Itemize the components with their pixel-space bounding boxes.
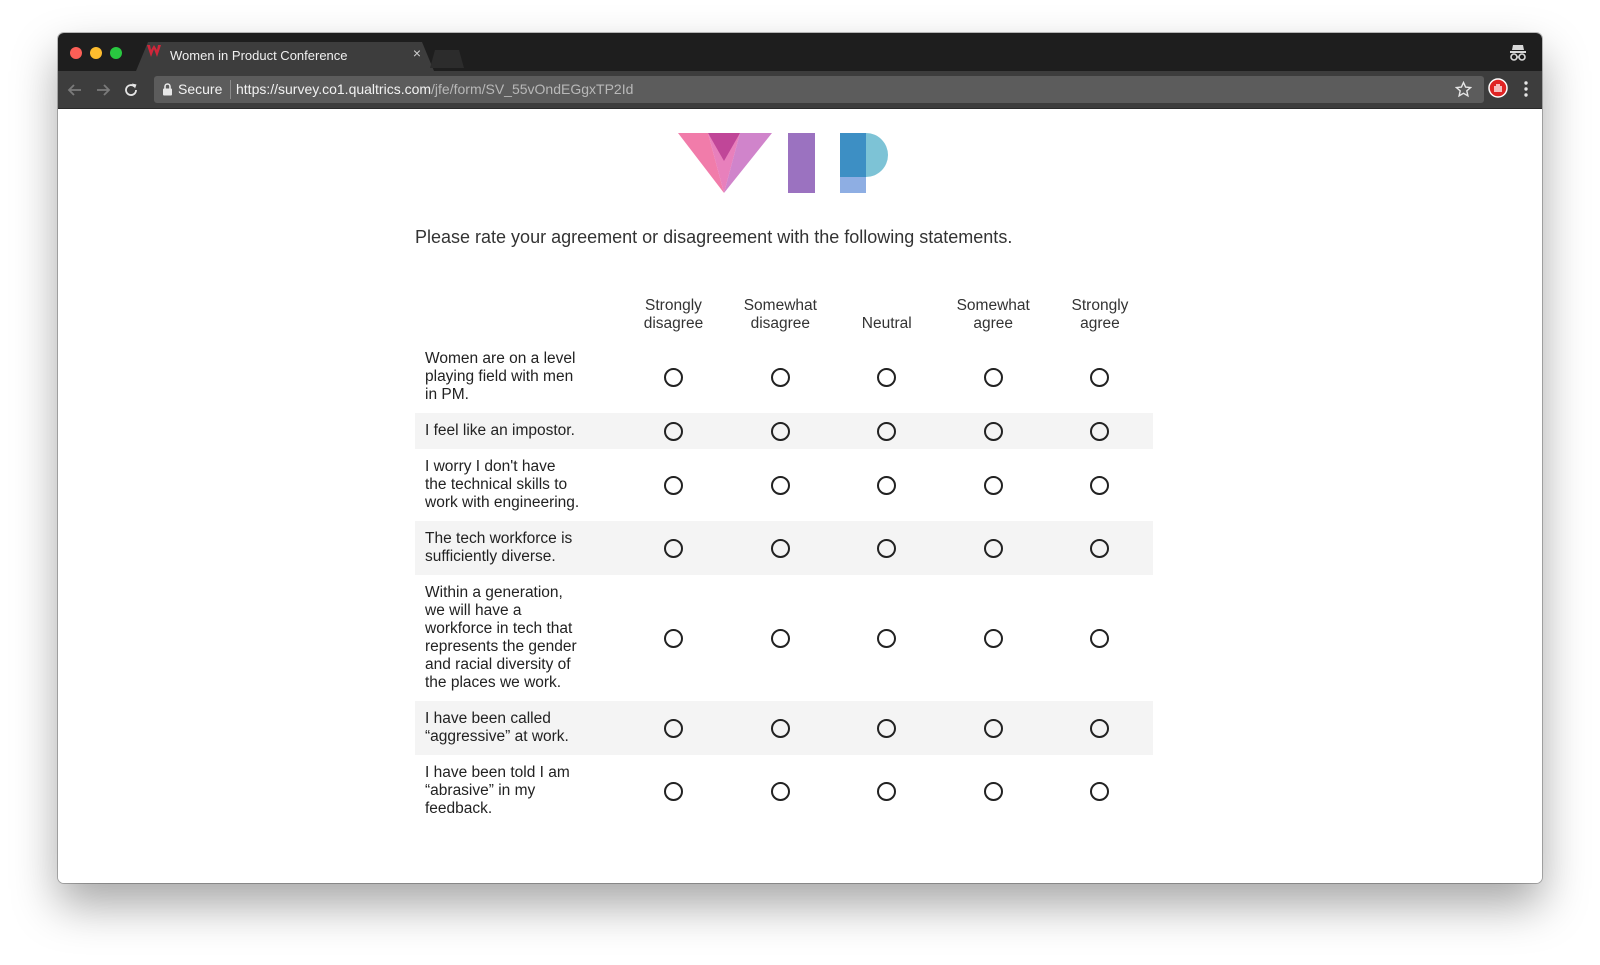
option-cell (834, 575, 939, 701)
radio-option[interactable] (664, 368, 683, 387)
likert-matrix (415, 277, 1153, 827)
statement-line: Within a generation, (425, 584, 563, 601)
radio-option[interactable] (984, 422, 1003, 441)
column-header-line: Strongly (1071, 297, 1129, 314)
browser-window (58, 33, 1542, 883)
statement-text (415, 575, 620, 701)
radio-option[interactable] (877, 476, 896, 495)
statement-line: in PM. (425, 386, 469, 403)
option-cell (727, 701, 834, 755)
option-cell (939, 575, 1046, 701)
statement-line: the places we work. (425, 674, 562, 691)
matrix-row (415, 701, 1153, 755)
bookmark-star-icon[interactable] (1455, 81, 1472, 98)
option-cell (939, 701, 1046, 755)
radio-option[interactable] (1090, 539, 1109, 558)
radio-option[interactable] (664, 539, 683, 558)
statement-line: The tech workforce is (425, 530, 573, 547)
option-cell (620, 521, 726, 575)
close-window-button[interactable] (70, 47, 82, 59)
maximize-window-button[interactable] (110, 47, 122, 59)
matrix-header-row (415, 277, 1153, 341)
option-cell (1047, 701, 1153, 755)
option-cell (834, 521, 939, 575)
column-header (834, 277, 939, 341)
option-cell (620, 413, 726, 449)
statement-line: I have been told I am (425, 764, 570, 781)
option-cell (727, 413, 834, 449)
option-cell (1047, 521, 1153, 575)
tab-strip (58, 33, 1542, 71)
column-header (620, 277, 726, 341)
column-header-line: Strongly (645, 297, 702, 314)
column-header (727, 277, 834, 341)
option-cell (727, 575, 834, 701)
statement-line: and racial diversity of (425, 656, 571, 673)
option-cell (620, 755, 726, 827)
statement-line: “abrasive” in my (425, 782, 536, 799)
option-cell (834, 413, 939, 449)
statement-line: represents the gender (425, 638, 577, 655)
url-text[interactable] (236, 81, 633, 97)
column-header-line: agree (1080, 315, 1120, 332)
statement-text (415, 521, 620, 575)
option-cell (727, 521, 834, 575)
lock-icon (162, 83, 173, 96)
matrix-row (415, 755, 1153, 827)
statement-text (415, 413, 620, 449)
statement-line: sufficiently diverse. (425, 548, 556, 565)
radio-option[interactable] (664, 476, 683, 495)
statement-text (415, 449, 620, 521)
address-bar[interactable] (154, 76, 1484, 103)
radio-option[interactable] (771, 422, 790, 441)
option-cell (727, 449, 834, 521)
radio-option[interactable] (984, 368, 1003, 387)
option-cell (620, 701, 726, 755)
option-cell (939, 521, 1046, 575)
option-cell (620, 575, 726, 701)
statement-text (415, 341, 620, 413)
radio-option[interactable] (771, 719, 790, 738)
option-cell (834, 701, 939, 755)
kebab-menu-icon[interactable] (1524, 80, 1528, 98)
column-header (1047, 277, 1153, 341)
radio-option[interactable] (1090, 782, 1109, 801)
radio-option[interactable] (877, 368, 896, 387)
radio-option[interactable] (1090, 422, 1109, 441)
option-cell (939, 449, 1046, 521)
statement-line: feedback. (425, 800, 493, 817)
option-cell (834, 755, 939, 827)
radio-option[interactable] (877, 539, 896, 558)
option-cell (1047, 449, 1153, 521)
adblock-icon[interactable] (1488, 78, 1508, 98)
option-cell (939, 755, 1046, 827)
survey-page (58, 109, 1542, 883)
statement-line: work with engineering. (425, 494, 580, 511)
minimize-window-button[interactable] (90, 47, 102, 59)
radio-option[interactable] (664, 719, 683, 738)
matrix-row (415, 521, 1153, 575)
column-header (939, 277, 1046, 341)
option-cell (727, 341, 834, 413)
option-cell (939, 341, 1046, 413)
statement-line: we will have a (425, 602, 522, 619)
option-cell (939, 413, 1046, 449)
statement-line: I worry I don't have (425, 458, 556, 475)
browser-toolbar (58, 71, 1542, 109)
radio-option[interactable] (1090, 719, 1109, 738)
option-cell (1047, 341, 1153, 413)
radio-option[interactable] (984, 719, 1003, 738)
radio-option[interactable] (664, 629, 683, 648)
url-path: /jfe/form/SV_55vOndEGgxTP2Id (431, 81, 634, 97)
statement-line: I feel like an impostor. (425, 422, 575, 439)
matrix-row (415, 575, 1153, 701)
matrix-body (415, 341, 1153, 827)
column-header-line: agree (973, 315, 1014, 332)
column-header-line: disagree (750, 315, 811, 332)
incognito-icon (1508, 43, 1528, 61)
reload-icon[interactable] (120, 79, 142, 101)
option-cell (620, 449, 726, 521)
radio-option[interactable] (1090, 476, 1109, 495)
radio-option[interactable] (877, 782, 896, 801)
matrix-row (415, 341, 1153, 413)
statement-line: workforce in tech that (425, 620, 573, 637)
column-header-line: Somewhat (956, 297, 1030, 314)
radio-option[interactable] (771, 629, 790, 648)
favicon-icon (146, 43, 162, 59)
radio-option[interactable] (984, 782, 1003, 801)
url-host: https://survey.co1.qualtrics.com (236, 81, 432, 97)
statement-line: Women are on a level (425, 350, 576, 367)
option-cell (727, 755, 834, 827)
radio-option[interactable] (877, 629, 896, 648)
new-tab-button[interactable] (430, 50, 464, 68)
radio-option[interactable] (771, 539, 790, 558)
radio-option[interactable] (984, 476, 1003, 495)
radio-option[interactable] (664, 422, 683, 441)
radio-option[interactable] (984, 539, 1003, 558)
option-cell (1047, 755, 1153, 827)
statement-text (415, 701, 620, 755)
radio-option[interactable] (877, 422, 896, 441)
statement-line: the technical skills to (425, 476, 568, 493)
radio-option[interactable] (877, 719, 896, 738)
radio-option[interactable] (771, 782, 790, 801)
radio-option[interactable] (1090, 368, 1109, 387)
column-header-line: Neutral (861, 315, 912, 332)
statement-text (415, 755, 620, 827)
radio-option[interactable] (771, 368, 790, 387)
tab-title: Women in Product Conference (170, 48, 348, 63)
wip-logo (678, 131, 892, 197)
column-header-line: Somewhat (743, 297, 817, 314)
option-cell (1047, 413, 1153, 449)
tab-close-icon[interactable]: × (412, 45, 422, 61)
url-separator (230, 80, 231, 99)
secure-label: Secure (178, 81, 223, 97)
column-header-line: disagree (643, 315, 704, 332)
option-cell (834, 341, 939, 413)
radio-option[interactable] (1090, 629, 1109, 648)
back-arrow-icon[interactable] (64, 79, 86, 101)
statement-header (415, 277, 620, 341)
forward-arrow-icon[interactable] (92, 79, 114, 101)
statement-line: playing field with men (425, 368, 574, 385)
option-cell (620, 341, 726, 413)
statement-line: “aggressive” at work. (425, 728, 569, 745)
option-cell (1047, 575, 1153, 701)
question-text: Please rate your agreement or disagreement with the following statements. (415, 227, 1013, 247)
radio-option[interactable] (664, 782, 683, 801)
matrix-row (415, 413, 1153, 449)
matrix-row (415, 449, 1153, 521)
radio-option[interactable] (984, 629, 1003, 648)
statement-line: I have been called (425, 710, 551, 727)
option-cell (834, 449, 939, 521)
radio-option[interactable] (771, 476, 790, 495)
